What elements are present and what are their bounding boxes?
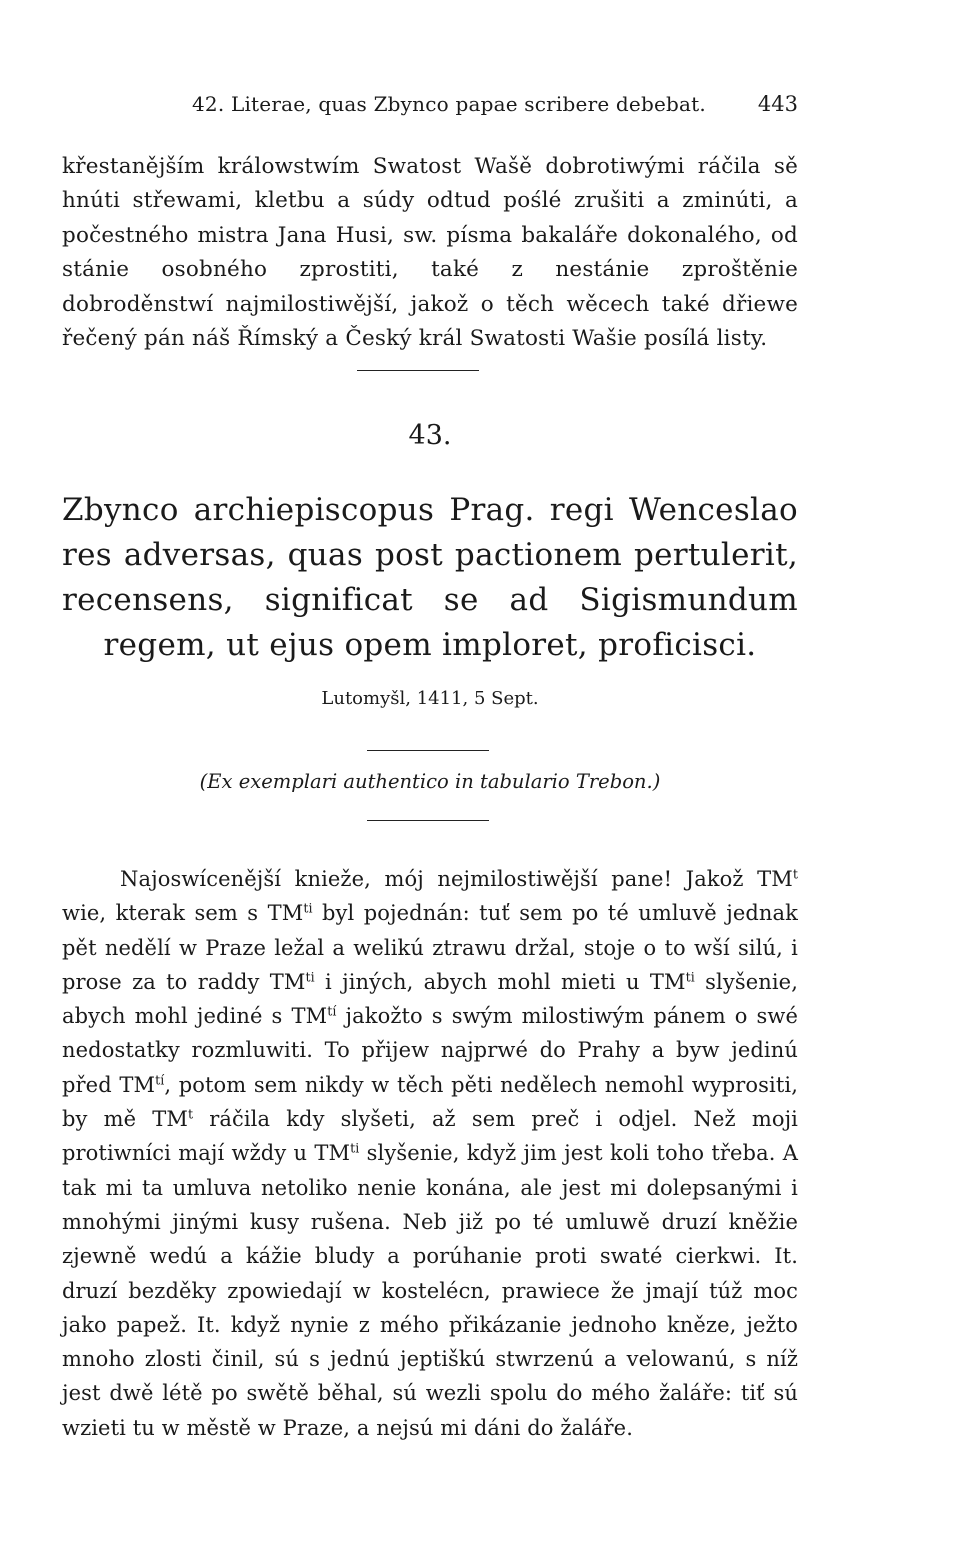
letter-text-segment: ráčila kdy slyšeti, až sem preč i odjel. Než moji protiwníci mají wždy u TM (62, 1107, 798, 1166)
running-title: 42. Literae, quas Zbynco papae scribere debebat. (192, 92, 706, 116)
place-date: Lutomyšl, 1411, 5 Sept. (321, 688, 539, 709)
letter-text-segment: wie, kterak sem s TM (62, 901, 304, 926)
running-head (62, 92, 798, 122)
section-divider (357, 370, 479, 371)
letter-text-segment: slyšenie, abych mohl jediné s TM (62, 969, 798, 1029)
abbreviation-superscript: ti (350, 1140, 360, 1156)
letter-text-segment: slyšenie, když jim jest koli toho třeba. A tak mi ta umluva netoliko nenie konána, ale jest mi dolepsanými i mnohými jinými kusy rušena. Neb již po té umluwě druzí kněžie zjewně wedú a kážie bludy a porúhanie proti swaté cierkwi. It. druzí bezděky zpowiedají w kostelécn, prawiece že jmají túž moc jako papež. It. když nynie z mého přikázanie jednoho kněze, ježto mnoho zlosti činil, sú s jednú jeptiškú stwrzenú a velowanú, s níž jest dwě létě po swětě běhal, sú wezli spolu do mého žaláře: tiť sú wzieti tu w městě w Praze, a nejsú mi dáni do žaláře. (62, 1141, 798, 1440)
section-divider (367, 750, 489, 751)
document-page (62, 0, 798, 1554)
document-heading: Zbynco archiepiscopus Prag. regi Wenceslao res adversas, quas post pactionem pertulerit, recensens, significat se ad Sigismundum regem, ut ejus opem imploret, proficisci. (62, 492, 798, 663)
abbreviation-superscript: tí (327, 1003, 337, 1019)
letter-body (62, 862, 798, 1445)
source-note: (Ex exemplari authentico in tabulario Trebon.) (199, 770, 661, 793)
section-divider (367, 820, 489, 821)
letter-text-segment: jakožto s swým milostiwým pánem o swé nedostatky rozmluwiti. To přijew najprwé do Prahy a byw jedinú před TM (62, 1004, 798, 1097)
abbreviation-superscript: ti (305, 969, 315, 985)
letter-text-segment: byl pojednán: tuť sem po té umluvě jednak pět nedělí w Praze ležal a welikú ztrawu držal, stoje o to wší silú, i prose za to raddy TM (62, 901, 798, 994)
document-number: 43. (408, 420, 452, 451)
abbreviation-superscript: ti (685, 969, 695, 985)
letter-text-segment: i jiných, abych mohl mieti u TM (314, 969, 686, 994)
letter-text-segment: , potom sem nikdy w těch pěti nedělech nemohl wyprositi, by mě TM (62, 1072, 798, 1132)
abbreviation-superscript: ti (303, 900, 313, 916)
abbreviation-superscript: tí (155, 1072, 165, 1088)
previous-letter-text: křestanějším králowstwím Swatost Wašě dobrotiwými ráčila sě hnúti střewami, kletbu a súdy odtud poślé zrušiti a zminúti, a počestného mistra Jana Husi, sw. písma bakaláře dokonalého, od stánie osobného zprostiti, také z nestánie zproštěnie dobroděnstwí najmilostiwější, jakož o těch wěcech také dřiewe řečený pán náš Římský a Český král Swatosti Wašie posílá listy. (62, 154, 798, 352)
page-number: 443 (757, 92, 798, 116)
letter-text-segment: Najoswícenější knieže, mój nejmilostiwější pane! Jakož TM (120, 867, 793, 891)
abbreviation-superscript: t (187, 1106, 194, 1122)
abbreviation-superscript: t (792, 866, 798, 882)
